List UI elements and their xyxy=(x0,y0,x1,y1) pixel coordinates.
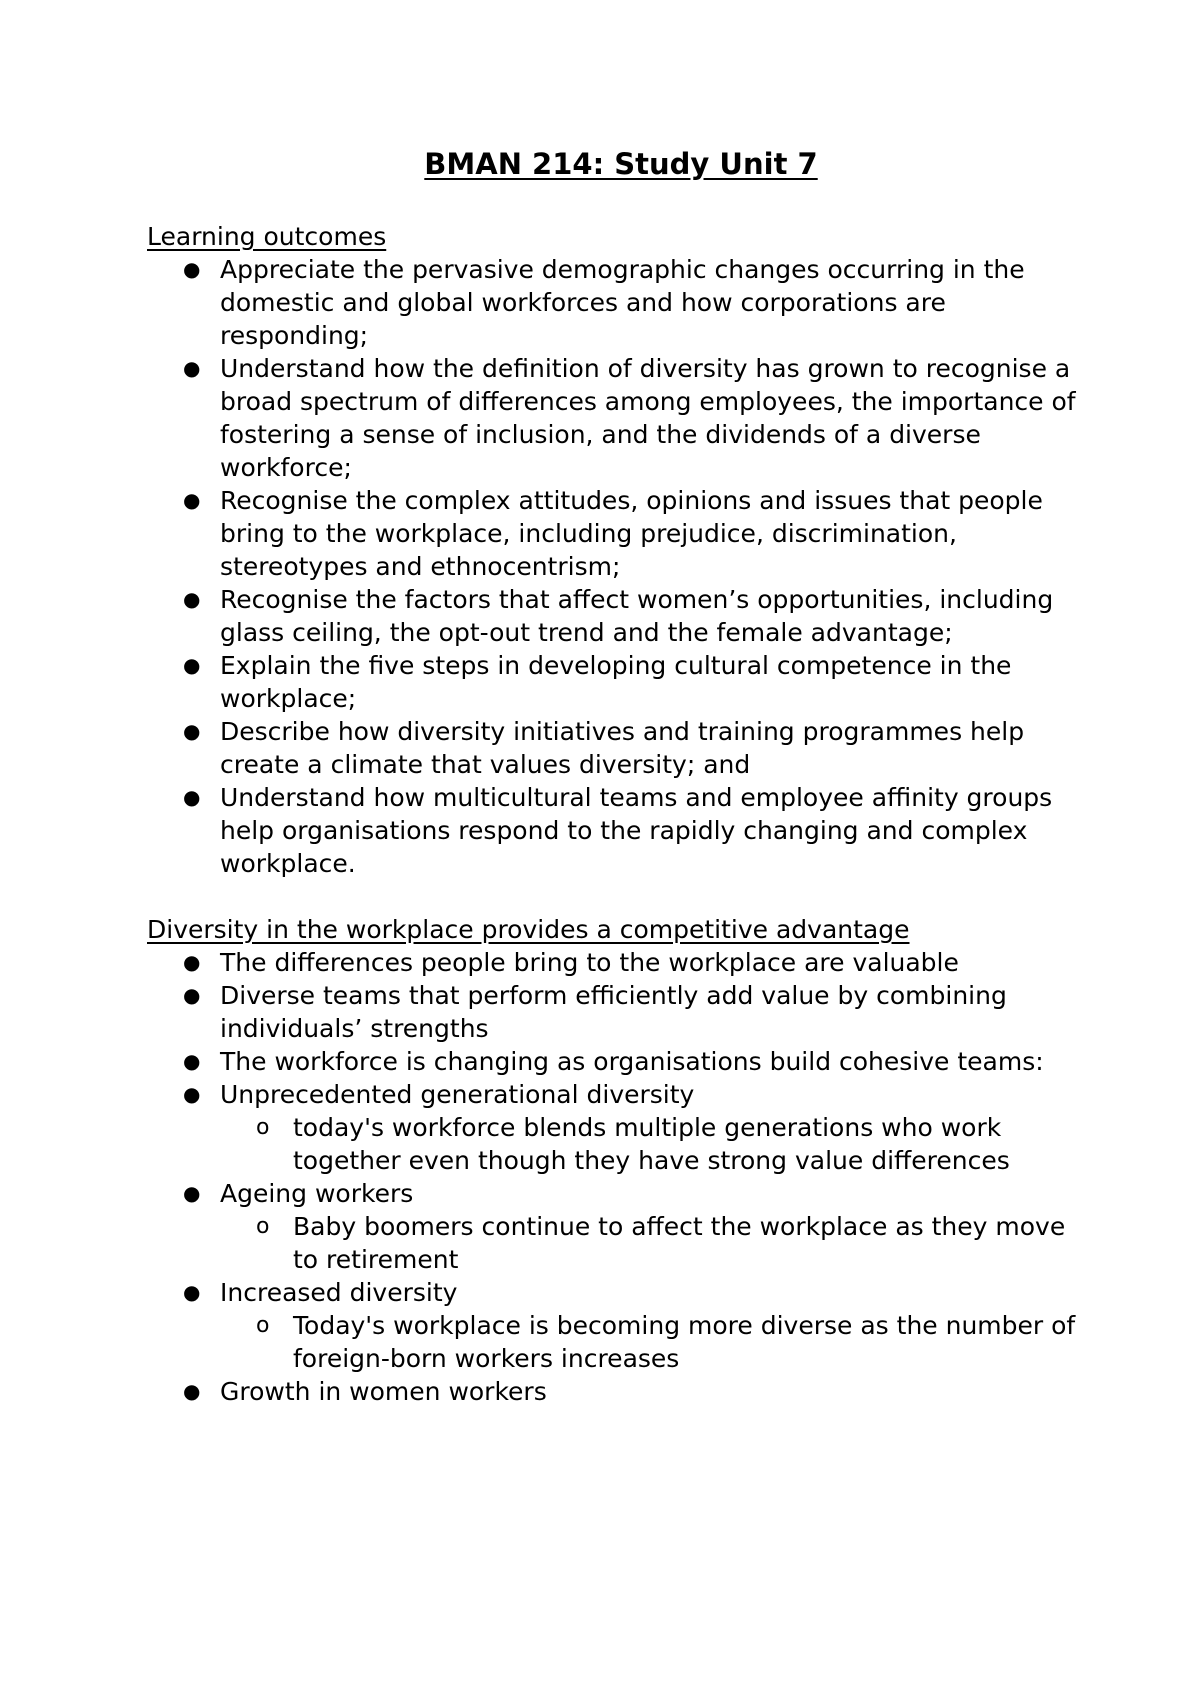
list-item xyxy=(147,1045,1087,1078)
bullet-icon: ● xyxy=(183,1379,201,1403)
list-item-text: Diverse teams that perform efficiently add value by combining individuals’ strengths xyxy=(220,981,1007,1043)
bullet-list xyxy=(147,946,1087,1408)
list-item-text: The differences people bring to the workplace are valuable xyxy=(220,948,959,977)
section-diversity-advantage xyxy=(147,913,1087,1408)
list-item-text: Increased diversity xyxy=(220,1278,458,1307)
list-item xyxy=(147,979,1087,1045)
list-item xyxy=(147,352,1087,484)
bullet-icon: ● xyxy=(183,1280,201,1304)
bullet-icon: ● xyxy=(183,785,201,809)
bullet-icon: ● xyxy=(183,587,201,611)
sub-bullet-list xyxy=(220,1111,1087,1177)
list-item-text: Growth in women workers xyxy=(220,1377,547,1406)
list-item xyxy=(147,253,1087,352)
list-item-text: Appreciate the pervasive demographic changes occurring in the domestic and global workforces and how corporations are responding; xyxy=(220,255,1025,350)
section-heading: Diversity in the workplace provides a competitive advantage xyxy=(147,915,910,944)
list-item xyxy=(147,946,1087,979)
hollow-bullet-icon: o xyxy=(256,1115,270,1140)
bullet-icon: ● xyxy=(183,1181,201,1205)
bullet-icon: ● xyxy=(183,653,201,677)
bullet-list xyxy=(147,253,1087,880)
hollow-bullet-icon: o xyxy=(256,1214,270,1239)
sub-list-item xyxy=(220,1111,1087,1177)
section-learning-outcomes xyxy=(147,220,1087,880)
sub-bullet-list xyxy=(220,1210,1087,1276)
bullet-icon: ● xyxy=(183,1049,201,1073)
list-item-text: Describe how diversity initiatives and training programmes help create a climate that values diversity; and xyxy=(220,717,1025,779)
list-item-text: Recognise the factors that affect women’s opportunities, including glass ceiling, the opt-out trend and the female advantage; xyxy=(220,585,1054,647)
list-item xyxy=(147,781,1087,880)
bullet-icon: ● xyxy=(183,257,201,281)
section-heading: Learning outcomes xyxy=(147,222,387,251)
bullet-icon: ● xyxy=(183,719,201,743)
hollow-bullet-icon: o xyxy=(256,1313,270,1338)
list-item xyxy=(147,715,1087,781)
list-item-text: Unprecedented generational diversity xyxy=(220,1080,695,1109)
sub-list-item-text: today's workforce blends multiple generations who work together even though they have strong value differences xyxy=(293,1113,1010,1175)
list-item-text: Ageing workers xyxy=(220,1179,414,1208)
list-item xyxy=(147,1276,1087,1375)
sub-list-item xyxy=(220,1309,1087,1375)
bullet-icon: ● xyxy=(183,356,201,380)
list-item-text: Understand how the definition of diversity has grown to recognise a broad spectrum of differences among employees, the importance of fostering a sense of inclusion, and the dividends of a diverse workforce; xyxy=(220,354,1076,482)
bullet-icon: ● xyxy=(183,983,201,1007)
sub-list-item-text: Baby boomers continue to affect the workplace as they move to retirement xyxy=(293,1212,1066,1274)
list-item-text: Explain the five steps in developing cultural competence in the workplace; xyxy=(220,651,1012,713)
document-page xyxy=(147,144,1087,1408)
sub-list-item-text: Today's workplace is becoming more diverse as the number of foreign-born workers increases xyxy=(293,1311,1076,1373)
list-item xyxy=(147,1375,1087,1408)
document-title: BMAN 214: Study Unit 7 xyxy=(424,147,818,181)
bullet-icon: ● xyxy=(183,950,201,974)
list-item xyxy=(147,1078,1087,1177)
list-item xyxy=(147,649,1087,715)
list-item xyxy=(147,583,1087,649)
bullet-icon: ● xyxy=(183,488,201,512)
list-item-text: The workforce is changing as organisations build cohesive teams: xyxy=(220,1047,1044,1076)
list-item xyxy=(147,484,1087,583)
sub-bullet-list xyxy=(220,1309,1087,1375)
list-item-text: Recognise the complex attitudes, opinions and issues that people bring to the workplace, including prejudice, discrimination, stereotypes and ethnocentrism; xyxy=(220,486,1043,581)
sub-list-item xyxy=(220,1210,1087,1276)
list-item-text: Understand how multicultural teams and employee affinity groups help organisations respond to the rapidly changing and complex workplace. xyxy=(220,783,1053,878)
list-item xyxy=(147,1177,1087,1276)
bullet-icon: ● xyxy=(183,1082,201,1106)
